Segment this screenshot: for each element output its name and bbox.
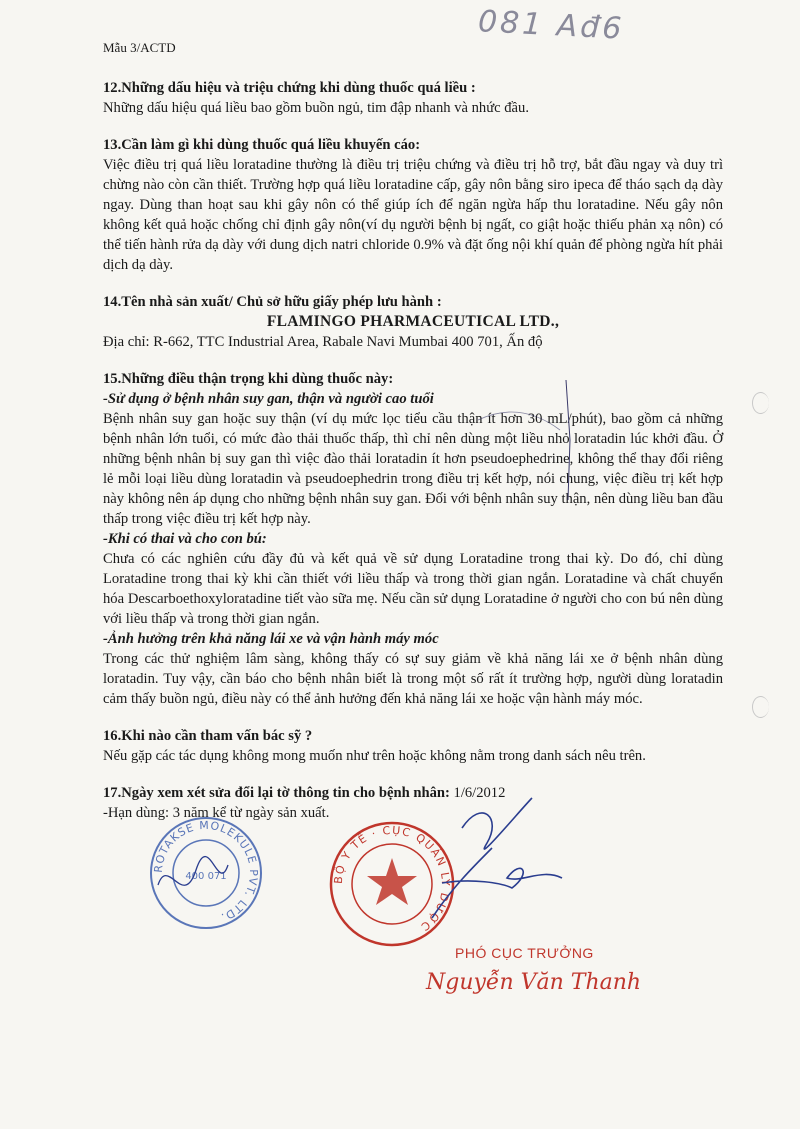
section-12-body: Những dấu hiệu quá liều bao gồm buồn ngủ, tim đập nhanh và nhức đầu. (103, 100, 529, 116)
company-seal (148, 815, 264, 931)
manufacturer-name: FLAMINGO PHARMACEUTICAL LTD., (266, 313, 560, 330)
section-16-title: 16.Khi nào cần tham vấn bác sỹ ? (103, 728, 313, 744)
section-16-body: Nếu gặp các tác dụng không mong muốn như trên hoặc không nằm trong danh sách nêu trên. (103, 748, 646, 764)
revision-date: 1/6/2012 (453, 785, 506, 801)
section-15-sub3-title: -Ảnh hưởng trên khả năng lái xe và vận hành máy móc (103, 631, 439, 647)
section-15-sub1-body: Bệnh nhân suy gan hoặc suy thận (ví dụ mức lọc tiểu cầu thận ít hơn 30 mL/phút), bao gồm cả những bệnh nhân lớn tuổi, có mức đào thải thuốc thấp, thì chỉ nên dùng một liều nhỏ loratadin lúc khởi đầu. Ở những bệnh nhân bị suy gan thì việc đào thải loratadin ít hơn pseudoephedrine, không thể thay đổi riêng lẻ mỗi loại liều dùng loratadin và pseudoephedrin trong điều trị kết hợp, nói chung, việc điều trị kết hợp này không nên áp dụng cho những bệnh nhân suy gan. Đối với bệnh nhân suy thận, nên dùng liều ban đầu thấp trong việc điều trị kết hợp này. (103, 411, 723, 527)
handwritten-number: 081 Ađ6 (477, 4, 626, 47)
document-body (103, 60, 723, 823)
section-15-sub2-title: -Khi có thai và cho con bú: (103, 531, 267, 547)
section-14-title: 14.Tên nhà sản xuất/ Chủ sở hữu giấy phép lưu hành : (103, 294, 442, 310)
section-15-sub3-body: Trong các thử nghiệm lâm sàng, không thấy có sự suy giảm về khả năng lái xe ở bệnh nhân dùng loratadin. Tuy vậy, cần báo cho bệnh nhân biết là trong một số rất ít trường hợp, người dùng loratadin cảm thấy buồn ngủ, điều này có thể ảnh hưởng đến khả năng lái xe hoặc vận hành máy móc. (103, 651, 723, 707)
ministry-seal-ring-text: BỘ Y TẾ · CỤC QUẢN LÝ DƯỢC (331, 823, 453, 935)
signatory-name: Nguyễn Văn Thanh (426, 970, 642, 995)
manufacturer-address: Địa chỉ: R-662, TTC Industrial Area, Rabale Navi Mumbai 400 701, Ấn độ (103, 334, 543, 350)
signature (392, 788, 572, 938)
punch-hole-mark (752, 696, 769, 718)
section-17-title: 17.Ngày xem xét sửa đổi lại tờ thông tin cho bệnh nhân: (103, 785, 450, 801)
section-13-body: Việc điều trị quá liều loratadine thường là điều trị triệu chứng và điều trị hỗ trợ, bắt đầu ngay và duy trì chừng nào còn cần thiết. Trường hợp quá liều loratadine cấp, gây nôn bằng siro ipeca để tháo sạch dạ dày ngay. Dùng than hoạt sau khi gây nôn có thể giúp ích để ngăn ngừa hấp thu loratadine. Nếu gây nôn không kết quả hoặc chống chỉ định gây nôn(ví dụ người bệnh bị ngất, co giật hoặc thiếu phản xạ nôn) có thể tiến hành rửa dạ dày với dung dịch natri chloride 0.9% và đặt ống nội khí quản để phòng ngừa hít phải dịch dạ dày. (103, 157, 723, 273)
section-15-sub2-body: Chưa có các nghiên cứu đầy đủ và kết quả về sử dụng Loratadine trong thai kỳ. Do đó, chỉ dùng Loratadine trong thai kỳ khi cần thiết với liều thấp và trong thời gian ngắn. Loratadine và chất chuyển hóa Descarboethoxyloratadine tiết vào sữa mẹ. Nếu cần sử dụng Loratadine ở người cho con bú nên dùng với liều thấp và trong thời gian ngắn. (103, 551, 723, 627)
section-15-sub1-title: -Sử dụng ở bệnh nhân suy gan, thận và người cao tuổi (103, 391, 434, 407)
section-15-title: 15.Những điều thận trọng khi dùng thuốc này: (103, 371, 394, 387)
punch-hole-mark (752, 392, 769, 414)
seal-ring-text: ROTAKSE MOLEKULE PVT. LTD. (151, 818, 261, 925)
seal-inner-text: 400 071 (185, 871, 227, 882)
section-13-title: 13.Cần làm gì khi dùng thuốc quá liều khuyến cáo: (103, 137, 421, 153)
form-code: Mẫu 3/ACTD (103, 40, 176, 55)
section-12-title: 12.Những dấu hiệu và triệu chứng khi dùng thuốc quá liều : (103, 80, 476, 96)
expiry-line: -Hạn dùng: 3 năm kể từ ngày sản xuất. (103, 805, 330, 821)
signatory-title: PHÓ CỤC TRƯỞNG (455, 945, 594, 961)
